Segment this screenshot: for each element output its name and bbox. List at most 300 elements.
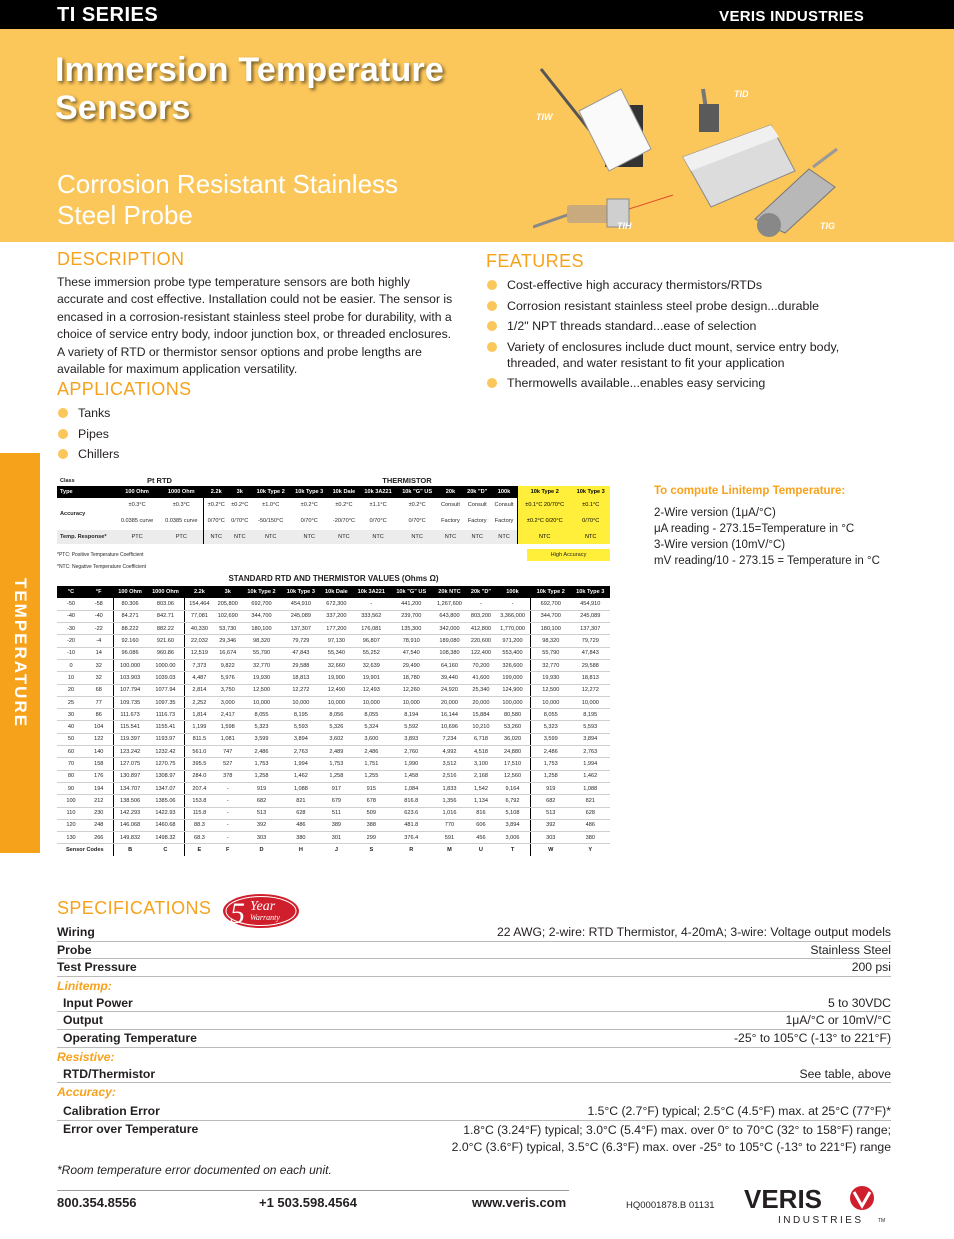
table-cell: 1,994: [281, 758, 320, 770]
phone-international: +1 503.598.4564: [259, 1195, 357, 1210]
phone-tollfree: 800.354.8556: [57, 1195, 137, 1210]
table-cell: 100,000: [495, 696, 530, 708]
table-cell: 380: [571, 832, 610, 844]
table-cell: 68.3: [185, 832, 214, 844]
table-cell: -4: [85, 635, 113, 647]
column-header: 10k Type 2: [530, 586, 570, 598]
table-cell: 454,910: [281, 598, 320, 610]
table-cell: 284.0: [185, 770, 214, 782]
website-link[interactable]: www.veris.com: [472, 1195, 567, 1210]
table-cell: 177,200: [321, 623, 353, 635]
table-cell: 303: [530, 832, 570, 844]
table-cell: 915: [352, 782, 390, 794]
values-table-title: STANDARD RTD AND THERMISTOR VALUES (Ohms Ω): [228, 574, 439, 583]
table-cell: 79,729: [281, 635, 320, 647]
table-cell: -: [214, 782, 242, 794]
table-cell: 1,255: [352, 770, 390, 782]
table-cell: 9,164: [495, 782, 530, 794]
column-header: 20k "D": [463, 486, 491, 498]
table-cell: 344,700: [530, 610, 570, 622]
applications-heading: APPLICATIONS: [57, 379, 192, 399]
table-cell: 811.5: [185, 733, 214, 745]
table-cell: 2,763: [571, 746, 610, 758]
table-cell: 12,272: [571, 684, 610, 696]
table-cell: 2,760: [390, 746, 432, 758]
table-cell: 124,900: [495, 684, 530, 696]
table-cell: 803,200: [467, 610, 495, 622]
table-cell: 100.000: [113, 659, 147, 671]
table-cell: 180,100: [242, 623, 281, 635]
table-cell: 1270.75: [147, 758, 185, 770]
column-header: 3k: [228, 486, 251, 498]
table-cell: 1077.94: [147, 684, 185, 696]
table-cell: 8,056: [321, 709, 353, 721]
table-cell: 4,487: [185, 672, 214, 684]
table-cell: NTC: [290, 530, 328, 544]
page-subtitle: Corrosion Resistant Stainless Steel Probe: [57, 169, 399, 230]
table-cell: 1,258: [242, 770, 281, 782]
list-item: 1/2" NPT threads standard...ease of selection: [486, 318, 886, 334]
table-cell: 527: [214, 758, 242, 770]
table-cell: Factory: [467, 518, 487, 524]
table-cell: 78,910: [390, 635, 432, 647]
table-cell: 389: [321, 819, 353, 831]
table-cell: 96.086: [113, 647, 147, 659]
table-cell: 55,790: [242, 647, 281, 659]
table-cell: 24,880: [495, 746, 530, 758]
table-cell: 395.5: [185, 758, 214, 770]
table-cell: 1116.73: [147, 709, 185, 721]
table-cell: 5,324: [352, 721, 390, 733]
table-cell: 0/70°C: [231, 518, 249, 524]
table-cell: 70,200: [467, 659, 495, 671]
ntc-note: *NTC: Negative Temperature Coefficient: [57, 564, 147, 570]
table-cell: 98,320: [242, 635, 281, 647]
table-cell: 109.735: [113, 696, 147, 708]
table-cell: 3,599: [530, 733, 570, 745]
table-cell: 1,356: [432, 795, 467, 807]
table-cell: 441,200: [390, 598, 432, 610]
column-header: °F: [85, 586, 113, 598]
ptc-note: *PTC: Positive Temperature Coefficient: [57, 552, 144, 558]
table-cell: 10,000: [571, 696, 610, 708]
table-cell: 212: [85, 795, 113, 807]
table-cell: 115.8: [185, 807, 214, 819]
table-cell: 692,700: [530, 598, 570, 610]
table-cell: Factory: [441, 518, 460, 524]
table-cell: 80: [57, 770, 85, 782]
table-row: [57, 819, 610, 831]
table-cell: 55,340: [321, 647, 353, 659]
table-cell: 245,089: [281, 610, 320, 622]
table-cell: 107.794: [113, 684, 147, 696]
spec-row: Operating Temperature -25° to 105°C (-13° to 221°F): [57, 1030, 891, 1048]
table-cell: 205,800: [214, 598, 242, 610]
table-cell: 40: [57, 721, 85, 733]
table-cell: 299: [352, 832, 390, 844]
table-cell: 102,690: [214, 610, 242, 622]
table-cell: 230: [85, 807, 113, 819]
sensor-code: R: [390, 844, 432, 856]
table-cell: 679: [321, 795, 353, 807]
table-row: [57, 598, 610, 610]
table-cell: 3,512: [432, 758, 467, 770]
table-cell: 6,718: [467, 733, 495, 745]
table-cell: 1,751: [352, 758, 390, 770]
table-cell: 80,580: [495, 709, 530, 721]
table-cell: 32,770: [242, 659, 281, 671]
column-header: 2.2k: [204, 486, 228, 498]
table-cell: 248: [85, 819, 113, 831]
table-cell: 207.4: [185, 782, 214, 794]
column-header: 10k Type 2: [518, 486, 572, 498]
table-cell: NTC: [251, 530, 289, 544]
table-cell: 119.397: [113, 733, 147, 745]
table-cell: 8,195: [571, 709, 610, 721]
high-accuracy-badge: High Accuracy: [527, 549, 610, 561]
column-header: 10k 3A221: [359, 486, 396, 498]
column-header: 20k "D": [467, 586, 495, 598]
table-cell: 8,055: [530, 709, 570, 721]
table-cell: 816.8: [390, 795, 432, 807]
list-item: Corrosion resistant stainless steel probe design...durable: [486, 298, 886, 314]
table-cell: 816: [467, 807, 495, 819]
table-cell: 10,000: [242, 696, 281, 708]
brand-name: VERIS INDUSTRIES: [719, 8, 864, 25]
table-cell: 1,753: [321, 758, 353, 770]
table-cell: 561.0: [185, 746, 214, 758]
table-cell: 19,900: [321, 672, 353, 684]
table-cell: 10,000: [390, 696, 432, 708]
table-cell: 20,000: [432, 696, 467, 708]
table-cell: 380: [281, 832, 320, 844]
table-row: [57, 746, 610, 758]
table-cell: 96,807: [352, 635, 390, 647]
table-cell: 70: [57, 758, 85, 770]
table-cell: 86: [85, 709, 113, 721]
table-cell: ±0.3°C: [128, 502, 146, 508]
svg-text:VERIS: VERIS: [744, 1184, 823, 1214]
table-cell: 3,893: [390, 733, 432, 745]
compute-line: 2-Wire version (1μA/°C): [654, 507, 776, 519]
table-cell: 10,000: [530, 696, 570, 708]
table-cell: 10,000: [352, 696, 390, 708]
column-header: 3k: [214, 586, 242, 598]
photo-label-tid: TID: [734, 89, 749, 99]
table-cell: 2,763: [281, 746, 320, 758]
table-cell: 180,100: [530, 623, 570, 635]
column-header: 10k Type 3: [281, 586, 320, 598]
table-cell: 50: [57, 733, 85, 745]
table-cell: 3,600: [352, 733, 390, 745]
sensor-code: M: [432, 844, 467, 856]
table-cell: 110: [57, 807, 85, 819]
table-cell: -: [467, 598, 495, 610]
table-cell: 12,490: [321, 684, 353, 696]
room-temperature-footnote: *Room temperature error documented on each unit.: [57, 1163, 332, 1177]
table-cell: ±1.0°C: [262, 502, 280, 508]
table-cell: 821: [281, 795, 320, 807]
table-cell: 12,519: [185, 647, 214, 659]
spec-group-accuracy: Accuracy:: [57, 1085, 116, 1100]
table-row: [57, 807, 610, 819]
table-cell: 1,990: [390, 758, 432, 770]
table-cell: 17,510: [495, 758, 530, 770]
table-cell: NTC: [518, 530, 572, 544]
hero-banner: [0, 29, 954, 242]
sensor-codes-label: Sensor Codes: [57, 844, 113, 856]
description-heading: DESCRIPTION: [57, 249, 185, 269]
table-cell: 108,380: [432, 647, 467, 659]
table-cell: 64,160: [432, 659, 467, 671]
table-cell: 509: [352, 807, 390, 819]
table-cell: 5,593: [281, 721, 320, 733]
column-header: 20k NTC: [432, 586, 467, 598]
list-item: Thermowells available...enables easy servicing: [486, 375, 886, 391]
table-cell: 1347.07: [147, 782, 185, 794]
table-cell: 120: [57, 819, 85, 831]
column-header: °C: [57, 586, 85, 598]
table-cell: 115.541: [113, 721, 147, 733]
table-cell: 176,081: [352, 623, 390, 635]
photo-label-tih: TIH: [617, 221, 632, 231]
table-cell: 803.06: [147, 598, 185, 610]
table-cell: 606: [467, 819, 495, 831]
spec-row: Calibration Error 1.5°C (2.7°F) typical; 2.5°C (4.5°F) max. at 25°C (77°F)*: [57, 1103, 891, 1121]
table-cell: 591: [432, 832, 467, 844]
table-cell: 5,323: [242, 721, 281, 733]
table-cell: 88.222: [113, 623, 147, 635]
table-cell: 32,770: [530, 659, 570, 671]
table-cell: 154,464: [185, 598, 214, 610]
table-cell: 40,330: [185, 623, 214, 635]
table-cell: 142.293: [113, 807, 147, 819]
table-cell: 146.068: [113, 819, 147, 831]
sensor-code: W: [530, 844, 570, 856]
column-header: 100 Ohm: [115, 486, 159, 498]
table-cell: 79,729: [571, 635, 610, 647]
table-cell: 678: [352, 795, 390, 807]
table-cell: -: [214, 832, 242, 844]
table-cell: 103.903: [113, 672, 147, 684]
table-cell: 32: [85, 672, 113, 684]
table-cell: ±0.2°C: [300, 502, 318, 508]
table-cell: 2,252: [185, 696, 214, 708]
table-cell: 4,992: [432, 746, 467, 758]
table-cell: 513: [530, 807, 570, 819]
table-cell: ±0.2°C: [204, 498, 228, 512]
table-cell: 104: [85, 721, 113, 733]
table-cell: 189,080: [432, 635, 467, 647]
table-row: [57, 795, 610, 807]
list-item: Pipes: [57, 426, 119, 442]
table-cell: 12,272: [281, 684, 320, 696]
table-cell: 7,373: [185, 659, 214, 671]
list-item: Cost-effective high accuracy thermistors/RTDs: [486, 277, 886, 293]
table-cell: 29,346: [214, 635, 242, 647]
column-header: 10k Type 3: [571, 586, 610, 598]
table-row: [57, 647, 610, 659]
table-cell: 333,562: [352, 610, 390, 622]
table-cell: 135,300: [390, 623, 432, 635]
table-cell: 3,602: [321, 733, 353, 745]
table-cell: Consult: [494, 502, 514, 508]
table-cell: NTC: [228, 530, 251, 544]
table-cell: 770: [432, 819, 467, 831]
table-cell: 2,489: [321, 746, 353, 758]
table-cell: 137,307: [281, 623, 320, 635]
table-cell: 0/70°C: [369, 518, 387, 524]
table-cell: 628: [571, 807, 610, 819]
spec-row: Error over Temperature 1.8°C (3.24°F) typical; 3.0°C (5.4°F) max. over 0° to 70°C (32° to 158°F) range; 2.0°C (3.6°F) typical, 3.5°C (6.3°F) max. over -25° to 105°C (-13° to 221°F) range: [63, 1121, 891, 1155]
table-cell: -: [352, 598, 390, 610]
table-cell: 199,000: [495, 672, 530, 684]
table-cell: 55,790: [530, 647, 570, 659]
table-cell: -40: [85, 610, 113, 622]
table-cell: 153.8: [185, 795, 214, 807]
table-cell: 16,144: [432, 709, 467, 721]
table-cell: -30: [57, 623, 85, 635]
svg-text:Warranty: Warranty: [250, 913, 280, 922]
compute-title: To compute Linitemp Temperature:: [654, 485, 846, 497]
sensor-code: Y: [571, 844, 610, 856]
table-cell: 486: [571, 819, 610, 831]
table-cell: 3,894: [571, 733, 610, 745]
table-cell: 137,307: [571, 623, 610, 635]
table-cell: ±0.2°C: [335, 502, 353, 508]
svg-text:Year: Year: [250, 899, 276, 914]
table-cell: 12,500: [242, 684, 281, 696]
table-cell: 1,084: [390, 782, 432, 794]
table-cell: 25: [57, 696, 85, 708]
table-cell: 0/70°C: [300, 518, 318, 524]
table-cell: 239,700: [390, 610, 432, 622]
column-header: 10k Type 2: [251, 486, 289, 498]
table-cell: 123.242: [113, 746, 147, 758]
top-bar: [0, 0, 954, 29]
table-cell: 18,813: [571, 672, 610, 684]
table-cell: 16,674: [214, 647, 242, 659]
table-cell: 0.0385 curve: [165, 518, 198, 524]
sensor-code: F: [214, 844, 242, 856]
table-cell: 2,486: [242, 746, 281, 758]
table-cell: 388: [352, 819, 390, 831]
table-cell: 919: [530, 782, 570, 794]
table-cell: 3,006: [495, 832, 530, 844]
table-cell: 412,800: [467, 623, 495, 635]
table-cell: 12,493: [352, 684, 390, 696]
table-cell: 24,920: [432, 684, 467, 696]
specifications-list: [57, 924, 891, 1156]
column-header: 100k: [491, 486, 518, 498]
table-cell: 47,843: [571, 647, 610, 659]
column-header: 10k 3A221: [352, 586, 390, 598]
table-row: [57, 672, 610, 684]
table-cell: 842.71: [147, 610, 185, 622]
table-cell: 9,822: [214, 659, 242, 671]
table-cell: 1,267,600: [432, 598, 467, 610]
table-cell: 8,055: [352, 709, 390, 721]
specifications-heading: SPECIFICATIONS: [57, 898, 212, 918]
table-cell: 140: [85, 746, 113, 758]
spec-row: Output 1μA/°C or 10mV/°C: [57, 1012, 891, 1030]
table-cell: 960.86: [147, 647, 185, 659]
table-cell: 2,486: [530, 746, 570, 758]
sensor-code: C: [147, 844, 185, 856]
svg-text:5: 5: [230, 897, 245, 929]
table-cell: 919: [242, 782, 281, 794]
table-cell: Consult: [440, 502, 460, 508]
table-cell: -50/150°C: [258, 518, 284, 524]
table-cell: 10,210: [467, 721, 495, 733]
table-cell: Factory: [494, 518, 514, 524]
table-cell: NTC: [328, 530, 359, 544]
table-cell: 122: [85, 733, 113, 745]
table-cell: 917: [321, 782, 353, 794]
sensor-code: S: [352, 844, 390, 856]
table-cell: 6,792: [495, 795, 530, 807]
table-row: [57, 721, 610, 733]
table-cell: -20/70°C: [332, 518, 355, 524]
table-cell: 22,032: [185, 635, 214, 647]
table-cell: 41,600: [467, 672, 495, 684]
table-row: [57, 770, 610, 782]
table-cell: 747: [214, 746, 242, 758]
table-cell: 326,600: [495, 659, 530, 671]
table-cell: 1422.93: [147, 807, 185, 819]
table-cell: PTC: [115, 530, 159, 544]
table-cell: 10,000: [281, 696, 320, 708]
table-cell: 303: [242, 832, 281, 844]
table-cell: ±0.3°C: [172, 502, 190, 508]
table-row: [57, 758, 610, 770]
table-row: [57, 623, 610, 635]
table-cell: 12,260: [390, 684, 432, 696]
table-cell: NTC: [571, 530, 610, 544]
table-cell: 10,696: [432, 721, 467, 733]
table-cell: 1,833: [432, 782, 467, 794]
table-row: [57, 659, 610, 671]
table-cell: 149.832: [113, 832, 147, 844]
table-cell: 3,750: [214, 684, 242, 696]
table-cell: 18,780: [390, 672, 432, 684]
spec-row: Probe Stainless Steel: [57, 942, 891, 960]
table-row: [57, 782, 610, 794]
table-cell: 5,323: [530, 721, 570, 733]
table-cell: NTC: [438, 530, 464, 544]
table-cell: 30: [57, 709, 85, 721]
table-cell: 19,901: [352, 672, 390, 684]
table-cell: 130: [57, 832, 85, 844]
table-cell: 376.4: [390, 832, 432, 844]
table-cell: 29,490: [390, 659, 432, 671]
compute-line: 3-Wire version (10mV/°C): [654, 539, 786, 551]
table-cell: 14: [85, 647, 113, 659]
product-photo: [533, 49, 845, 237]
table-cell: 10,000: [321, 696, 353, 708]
table-cell: 2,168: [467, 770, 495, 782]
table-cell: 32,660: [321, 659, 353, 671]
table-cell: 88.3: [185, 819, 214, 831]
table-row: [57, 832, 610, 844]
table-cell: 32,639: [352, 659, 390, 671]
table-cell: 1498.32: [147, 832, 185, 844]
table-row: [57, 635, 610, 647]
table-cell: 1,258: [321, 770, 353, 782]
spec-row: Test Pressure 200 psi: [57, 959, 891, 977]
table-cell: 10: [57, 672, 85, 684]
sensor-code: H: [281, 844, 320, 856]
